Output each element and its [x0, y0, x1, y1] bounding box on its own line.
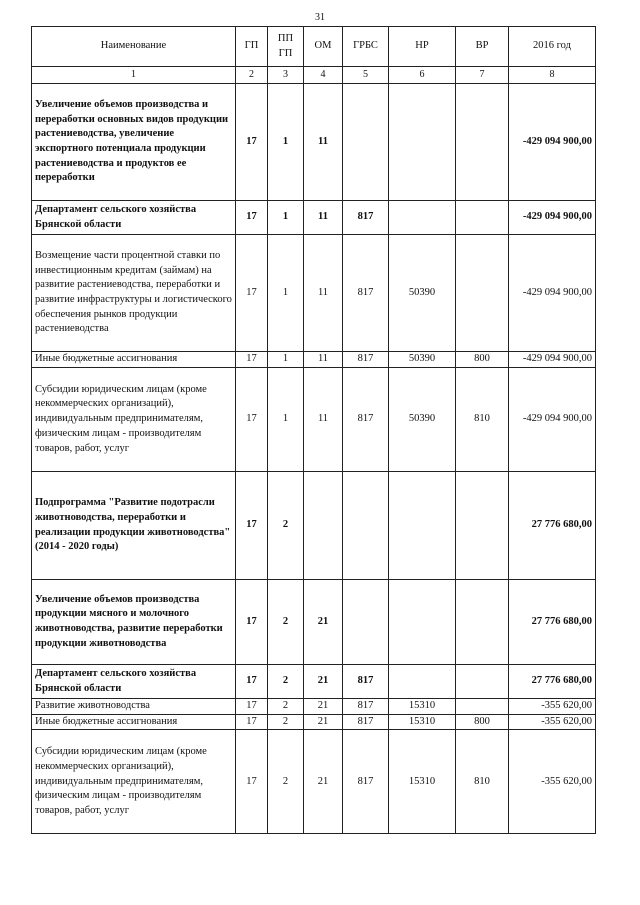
col-number: 8 [509, 67, 596, 84]
col-header-om: ОМ [304, 27, 343, 67]
cell-ppgp: 1 [268, 235, 304, 352]
cell-om: 11 [304, 201, 343, 235]
cell-amount: -355 620,00 [509, 714, 596, 730]
cell-grbs: 817 [343, 201, 389, 235]
cell-gp: 17 [236, 714, 268, 730]
cell-ppgp: 2 [268, 699, 304, 715]
cell-ppgp: 2 [268, 730, 304, 834]
col-number: 4 [304, 67, 343, 84]
cell-name: Департамент сельского хозяйства Брянской области [32, 201, 236, 235]
table-row [32, 368, 596, 472]
cell-ppgp: 2 [268, 472, 304, 580]
table-row [32, 730, 596, 834]
cell-name: Субсидии юридическим лицам (кроме некоммерческих организаций), индивидуальным предпринимателям, физическим лицам - производителям товаров, работ, услуг [32, 730, 236, 834]
cell-om: 21 [304, 665, 343, 699]
cell-grbs: 817 [343, 714, 389, 730]
col-number: 7 [456, 67, 509, 84]
budget-table [31, 26, 596, 834]
cell-amount: 27 776 680,00 [509, 580, 596, 665]
cell-nr: 15310 [389, 714, 456, 730]
cell-gp: 17 [236, 368, 268, 472]
cell-gp: 17 [236, 580, 268, 665]
col-header-amount: 2016 год [509, 27, 596, 67]
cell-vr [456, 84, 509, 201]
cell-name: Субсидии юридическим лицам (кроме некоммерческих организаций), индивидуальным предпринимателям, физическим лицам - производителям товаров, работ, услуг [32, 368, 236, 472]
cell-name: Иные бюджетные ассигнования [32, 352, 236, 368]
header-row [32, 27, 596, 67]
col-header-name: Наименование [32, 27, 236, 67]
cell-name: Развитие животноводства [32, 699, 236, 715]
table-row [32, 699, 596, 715]
cell-nr [389, 472, 456, 580]
cell-vr: 810 [456, 368, 509, 472]
cell-amount: -355 620,00 [509, 699, 596, 715]
cell-nr: 15310 [389, 699, 456, 715]
cell-grbs: 817 [343, 235, 389, 352]
cell-grbs: 817 [343, 699, 389, 715]
cell-grbs: 817 [343, 665, 389, 699]
cell-name: Возмещение части процентной ставки по инвестиционным кредитам (займам) на развитие растениеводства, переработки и развитие инфраструктуры и логистического обеспечения рынков продукции растениеводства [32, 235, 236, 352]
cell-grbs [343, 84, 389, 201]
table-row [32, 665, 596, 699]
cell-amount: 27 776 680,00 [509, 665, 596, 699]
cell-ppgp: 1 [268, 84, 304, 201]
table-row [32, 201, 596, 235]
cell-vr [456, 472, 509, 580]
table-row [32, 235, 596, 352]
col-header-grbs: ГРБС [343, 27, 389, 67]
cell-vr: 800 [456, 714, 509, 730]
cell-gp: 17 [236, 699, 268, 715]
cell-ppgp: 1 [268, 201, 304, 235]
cell-grbs: 817 [343, 368, 389, 472]
col-header-nr: НР [389, 27, 456, 67]
cell-gp: 17 [236, 84, 268, 201]
cell-name: Увеличение объемов производства продукции мясного и молочного животноводства, развитие переработки продукции животноводства [32, 580, 236, 665]
cell-om: 11 [304, 352, 343, 368]
cell-gp: 17 [236, 235, 268, 352]
cell-nr [389, 580, 456, 665]
cell-amount: -429 094 900,00 [509, 352, 596, 368]
cell-gp: 17 [236, 201, 268, 235]
col-number: 5 [343, 67, 389, 84]
cell-om: 21 [304, 580, 343, 665]
cell-ppgp: 2 [268, 665, 304, 699]
cell-vr: 810 [456, 730, 509, 834]
cell-nr [389, 201, 456, 235]
col-header-gp: ГП [236, 27, 268, 67]
cell-gp: 17 [236, 730, 268, 834]
cell-amount: -429 094 900,00 [509, 235, 596, 352]
cell-om: 21 [304, 714, 343, 730]
table-body [32, 84, 596, 834]
cell-om: 11 [304, 235, 343, 352]
cell-gp: 17 [236, 665, 268, 699]
cell-vr [456, 665, 509, 699]
table-row [32, 472, 596, 580]
cell-om: 21 [304, 730, 343, 834]
cell-nr: 50390 [389, 352, 456, 368]
cell-grbs [343, 472, 389, 580]
cell-amount: -429 094 900,00 [509, 201, 596, 235]
cell-name: Подпрограмма "Развитие подотрасли животноводства, переработки и реализации продукции животноводства" (2014 - 2020 годы) [32, 472, 236, 580]
col-number: 2 [236, 67, 268, 84]
cell-om: 11 [304, 368, 343, 472]
page-number: 31 [315, 12, 325, 23]
column-number-row [32, 67, 596, 84]
cell-gp: 17 [236, 352, 268, 368]
cell-nr: 15310 [389, 730, 456, 834]
col-header-ppgp: ПП ГП [268, 27, 304, 67]
cell-om: 21 [304, 699, 343, 715]
cell-name: Увеличение объемов производства и переработки основных видов продукции растениеводства, увеличение экспортного потенциала продукции растениеводства и продуктов ее переработки [32, 84, 236, 201]
cell-name: Иные бюджетные ассигнования [32, 714, 236, 730]
cell-nr: 50390 [389, 368, 456, 472]
cell-amount: -429 094 900,00 [509, 368, 596, 472]
cell-ppgp: 1 [268, 368, 304, 472]
cell-vr [456, 699, 509, 715]
table-row [32, 580, 596, 665]
table-row [32, 714, 596, 730]
col-number: 1 [32, 67, 236, 84]
col-number: 6 [389, 67, 456, 84]
col-header-vr: ВР [456, 27, 509, 67]
cell-nr [389, 84, 456, 201]
table-row [32, 84, 596, 201]
cell-amount: -429 094 900,00 [509, 84, 596, 201]
cell-name: Департамент сельского хозяйства Брянской области [32, 665, 236, 699]
cell-vr: 800 [456, 352, 509, 368]
cell-vr [456, 235, 509, 352]
cell-nr: 50390 [389, 235, 456, 352]
cell-amount: -355 620,00 [509, 730, 596, 834]
cell-grbs: 817 [343, 730, 389, 834]
cell-grbs [343, 580, 389, 665]
cell-gp: 17 [236, 472, 268, 580]
col-number: 3 [268, 67, 304, 84]
cell-grbs: 817 [343, 352, 389, 368]
cell-nr [389, 665, 456, 699]
cell-ppgp: 2 [268, 714, 304, 730]
table-row [32, 352, 596, 368]
cell-om [304, 472, 343, 580]
cell-ppgp: 1 [268, 352, 304, 368]
cell-amount: 27 776 680,00 [509, 472, 596, 580]
cell-om: 11 [304, 84, 343, 201]
cell-vr [456, 201, 509, 235]
cell-ppgp: 2 [268, 580, 304, 665]
cell-vr [456, 580, 509, 665]
